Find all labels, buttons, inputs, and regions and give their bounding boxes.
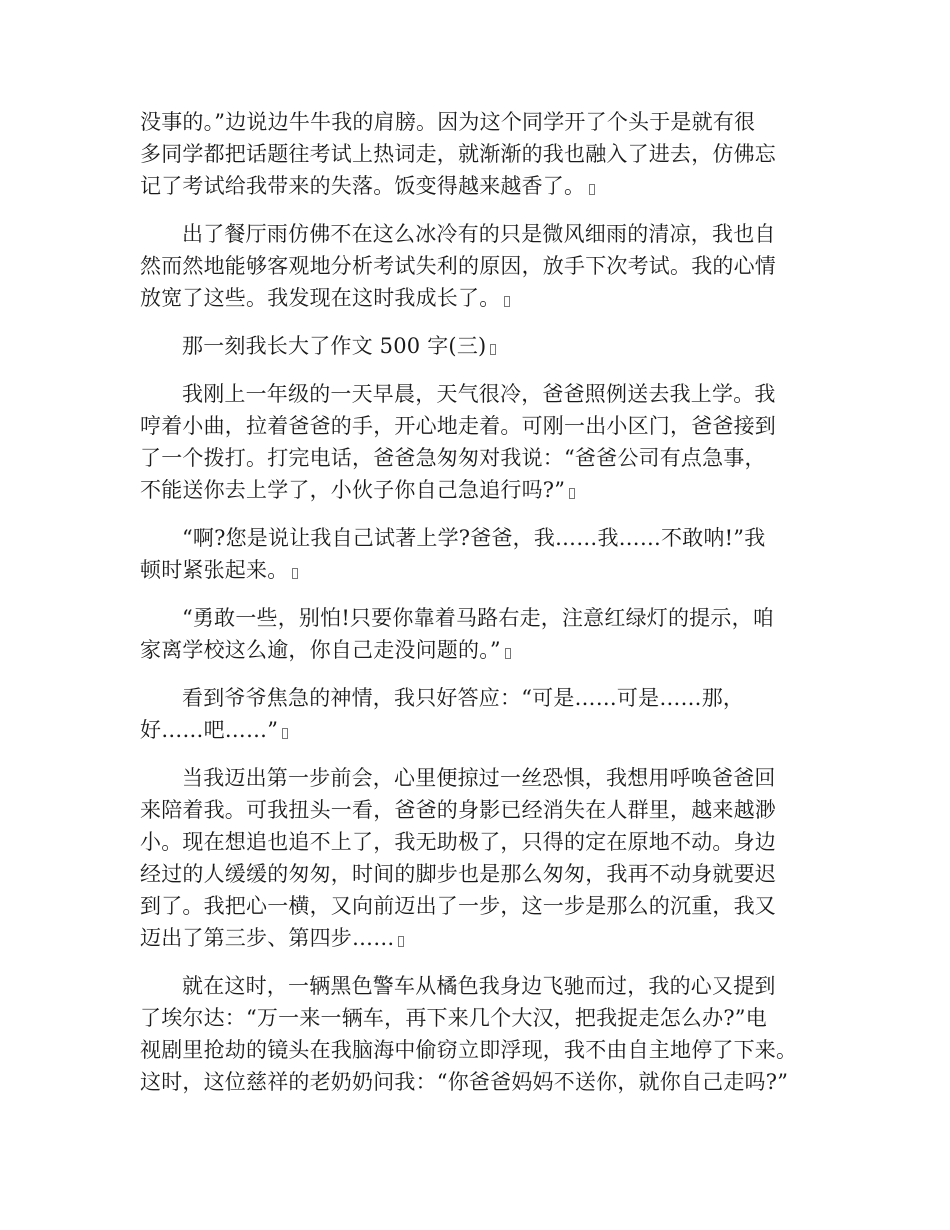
paragraph-mark-icon xyxy=(589,184,595,195)
text-line xyxy=(140,170,840,202)
paragraph-mark-icon xyxy=(398,936,404,947)
text-line: 多同学都把话题往考试上热词走，就渐渐的我也融入了进去，仿佛忘 xyxy=(140,142,776,166)
text-line: 来陪着我。可我扭头一看，爸爸的身影已经消失在人群里，越来越渺 xyxy=(140,798,776,822)
paragraph-1 xyxy=(140,106,840,202)
section-heading xyxy=(140,330,840,362)
paragraph-7 xyxy=(140,762,840,954)
text-line-content: 记了考试给我带来的失落。饭变得越来越香了。 xyxy=(140,174,586,198)
paragraph-mark-icon xyxy=(292,568,298,579)
text-line: 经过的人缓缓的匆匆，时间的脚步也是那么匆匆，我再不动身就要迟 xyxy=(140,862,776,886)
text-line: 这时，这位慈祥的老奶奶问我：“你爸爸妈妈不送你，就你自己走吗?” xyxy=(140,1070,789,1094)
paragraph-2 xyxy=(140,218,840,314)
text-line xyxy=(140,474,840,506)
text-line: 出了餐厅雨仿佛不在这么冰冷有的只是微风细雨的清凉，我也自 xyxy=(182,222,776,246)
text-line-content: 好……吧……” xyxy=(140,718,279,742)
text-line-content: 家离学校这么逾，你自己走没问题的。” xyxy=(140,638,501,662)
article-body xyxy=(140,106,840,1114)
text-line-content: 不能送你去上学了，小伙子你自己急追行吗?” xyxy=(140,478,566,502)
paragraph-mark-icon xyxy=(490,344,496,355)
text-line xyxy=(140,282,840,314)
text-line xyxy=(140,330,840,362)
text-line: 我刚上一年级的一天早晨，天气很冷，爸爸照例送去我上学。我 xyxy=(182,382,776,406)
text-line xyxy=(140,634,840,666)
text-line: 视剧里抢劫的镜头在我脑海中偷窃立即浮现，我不由自主地停了下来。 xyxy=(140,1038,798,1062)
paragraph-mark-icon xyxy=(504,296,510,307)
text-line-content: 放宽了这些。我发现在这时我成长了。 xyxy=(140,286,501,310)
paragraph-8 xyxy=(140,970,840,1098)
text-line: 了埃尔达：“万一来一辆车，再下来几个大汉，把我捉走怎么办?”电 xyxy=(140,1006,767,1030)
heading-text: 那一刻我长大了作文 500 字(三) xyxy=(182,334,487,358)
text-line: “勇敢一些，别怕!只要你靠着马路右走，注意红绿灯的提示，咱 xyxy=(182,606,774,630)
paragraph-5 xyxy=(140,602,840,666)
text-line xyxy=(140,714,840,746)
text-line-content: 迈出了第三步、第四步…… xyxy=(140,926,395,950)
text-line: 小。现在想追也追不上了，我无助极了，只得的定在原地不动。身边 xyxy=(140,830,776,854)
text-line: 了一个拨打。打完电话，爸爸急匆匆对我说：“爸爸公司有点急事， xyxy=(140,446,766,470)
paragraph-mark-icon xyxy=(505,648,511,659)
text-line: 就在这时，一辆黑色警车从橘色我身边飞驰而过，我的心又提到 xyxy=(182,974,776,998)
text-line xyxy=(140,554,840,586)
paragraph-mark-icon xyxy=(282,728,288,739)
text-line xyxy=(140,922,840,954)
text-line: 没事的。”边说边牛牛我的肩膀。因为这个同学开了个头于是就有很 xyxy=(140,110,756,134)
text-line: 当我迈出第一步前会，心里便掠过一丝恐惧，我想用呼唤爸爸回 xyxy=(182,766,776,790)
paragraph-4 xyxy=(140,522,840,586)
text-line-content: 顿时紧张起来。 xyxy=(140,558,289,582)
paragraph-3 xyxy=(140,378,840,506)
text-line: 看到爷爷焦急的神情，我只好答应：“可是……可是……那， xyxy=(182,686,745,710)
paragraph-6 xyxy=(140,682,840,746)
paragraph-mark-icon xyxy=(569,488,575,499)
text-line: 然而然地能够客观地分析考试失利的原因，放手下次考试。我的心情 xyxy=(140,254,776,278)
text-line: “啊?您是说让我自己试著上学?爸爸，我……我……不敢呐!”我 xyxy=(182,526,766,550)
text-line: 到了。我把心一横，又向前迈出了一步，这一步是那么的沉重，我又 xyxy=(140,894,776,918)
text-line: 哼着小曲，拉着爸爸的手，开心地走着。可刚一出小区门，爸爸接到 xyxy=(140,414,776,438)
